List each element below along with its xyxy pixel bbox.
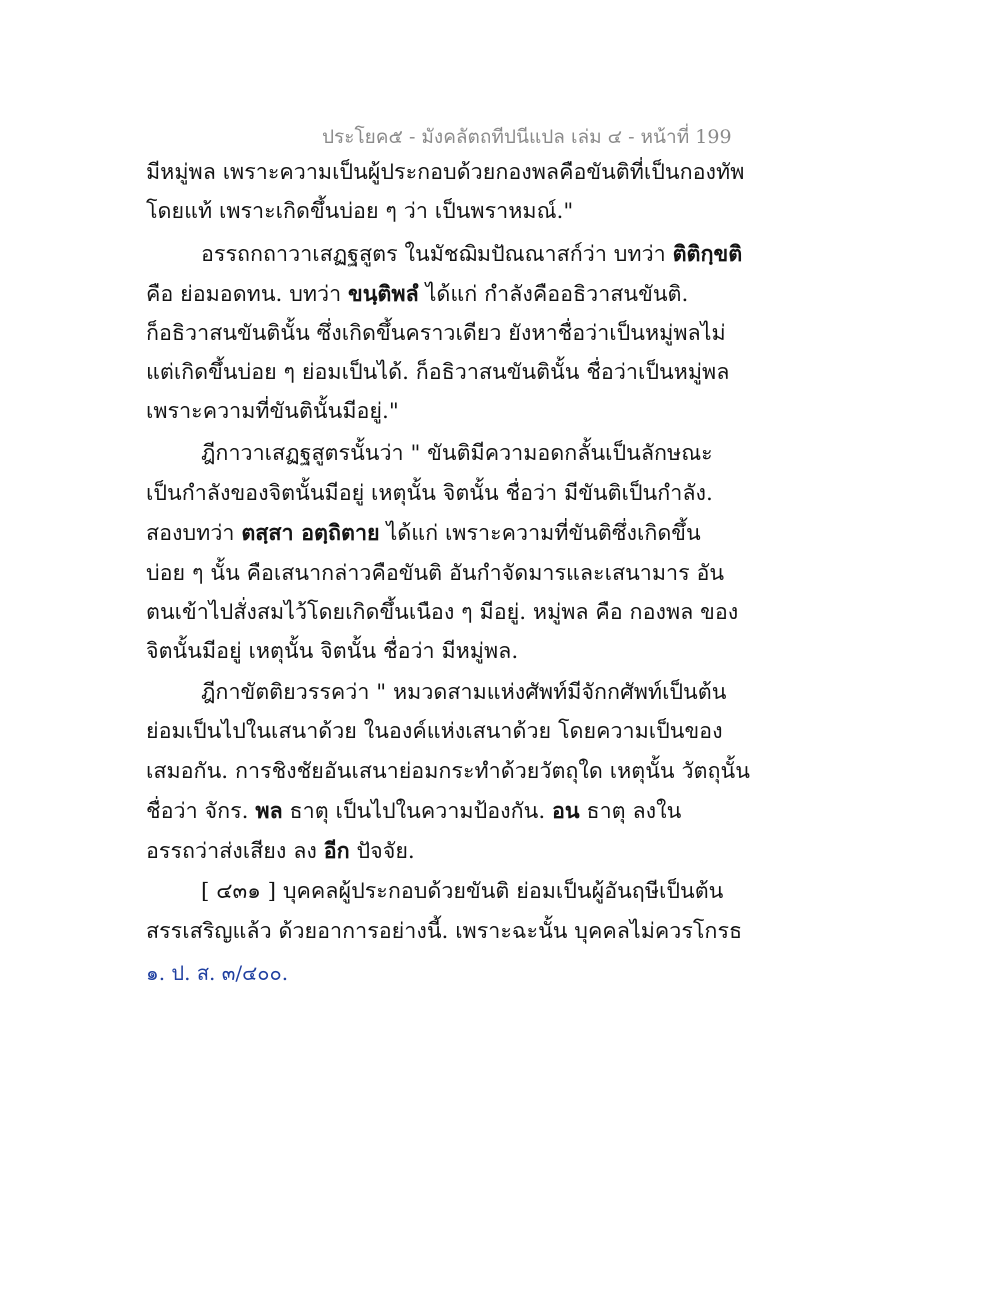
text-line	[146, 479, 713, 509]
text-run: ตนเข้าไปสั่งสมไว้โดยเกิดขึ้นเนือง ๆ มีอยู่. หมู่พล คือ กองพล ของ	[146, 600, 739, 625]
text-line	[146, 559, 724, 589]
text-line	[146, 158, 744, 188]
footnote: ๑. ป. ส. ๓/๔๐๐.	[146, 961, 289, 985]
text-run: ปัจจัย.	[349, 839, 415, 864]
text-line	[146, 397, 399, 427]
bold-term: พล	[255, 799, 283, 824]
bold-term: ขนฺติพลํ	[348, 282, 419, 307]
text-run: แต่เกิดขึ้นบ่อย ๆ ย่อมเป็นได้. ก็อธิวาสนขันตินั้น ชื่อว่าเป็นหมู่พล	[146, 360, 730, 385]
text-run: คือ ย่อมอดทน. บทว่า	[146, 282, 349, 307]
text-run: เสมอกัน. การชิงชัยอันเสนาย่อมกระทำด้วยวัตถุใด เหตุนั้น วัตถุนั้น	[146, 759, 750, 784]
text-run: ได้แก่ เพราะความที่ขันติซึ่งเกิดขึ้น	[379, 521, 701, 546]
text-run: สรรเสริญแล้ว ด้วยอาการอย่างนี้. เพราะฉะนั้น บุคคลไม่ควรโกรธ	[146, 919, 743, 944]
text-line	[146, 519, 701, 549]
text-line	[146, 358, 729, 388]
text-line	[146, 917, 742, 947]
text-line	[201, 240, 742, 270]
page-header: ประโยค๕ - มังคลัตถทีปนีแปล เล่ม ๔ - หน้าที่ 199	[322, 126, 732, 148]
text-line	[201, 877, 723, 907]
text-line	[146, 280, 688, 310]
text-run: ย่อมเป็นไปในเสนาด้วย ในองค์แห่งเสนาด้วย โดยความเป็นของ	[146, 719, 723, 744]
text-line	[201, 439, 713, 469]
text-run: บ่อย ๆ นั้น คือเสนากล่าวคือขันติ อันกำจัดมารและเสนามาร อัน	[146, 561, 725, 586]
text-line	[146, 598, 738, 628]
text-run: อรรถว่าส่งเสียง ลง	[146, 839, 324, 864]
text-line	[146, 797, 681, 827]
text-run: ฎีกาวาเสฏฐสูตรนั้นว่า " ขันติมีความอดกลั้นเป็นลักษณะ	[201, 441, 713, 466]
text-line	[146, 637, 518, 667]
text-line	[146, 197, 573, 227]
text-run: โดยแท้ เพราะเกิดขึ้นบ่อย ๆ ว่า เป็นพราหมณ์."	[146, 199, 574, 224]
text-run: ก็อธิวาสนขันตินั้น ซึ่งเกิดขึ้นคราวเดียว ยังหาชื่อว่าเป็นหมู่พลไม่	[146, 321, 726, 346]
text-run: มีหมู่พล เพราะความเป็นผู้ประกอบด้วยกองพลคือขันติที่เป็นกองทัพ	[146, 160, 745, 185]
text-run: อรรถกถาวาเสฏฐสูตร ในมัชฌิมปัณณาสก์ว่า บทว่า	[201, 242, 673, 267]
text-run: ธาตุ เป็นไปในความป้องกัน.	[282, 799, 553, 824]
text-run: ชื่อว่า จักร.	[146, 799, 256, 824]
bold-term: ตสฺสา อตฺถิตาย	[241, 521, 380, 546]
text-run: ฎีกาขัตติยวรรคว่า " หมวดสามแห่งศัพท์มีจักกศัพท์เป็นต้น	[201, 680, 727, 705]
text-run: จิตนั้นมีอยู่ เหตุนั้น จิตนั้น ชื่อว่า มีหมู่พล.	[146, 639, 519, 664]
text-run: เพราะความที่ขันตินั้นมีอยู่."	[146, 399, 399, 424]
text-line	[146, 757, 750, 787]
text-run: เป็นกำลังของจิตนั้นมีอยู่ เหตุนั้น จิตนั้น ชื่อว่า มีขันติเป็นกำลัง.	[146, 481, 713, 506]
bold-term: ติติกฺขติ	[672, 242, 743, 267]
text-line	[146, 717, 723, 747]
text-run: ธาตุ ลงใน	[579, 799, 682, 824]
bold-term: อน	[552, 799, 580, 824]
text-line	[201, 678, 726, 708]
text-run: ได้แก่ กำลังคืออธิวาสนขันติ.	[418, 282, 689, 307]
bold-term: อีก	[323, 839, 350, 864]
text-line	[146, 837, 415, 867]
text-run: สองบทว่า	[146, 521, 242, 546]
text-run: [ ๔๓๑ ] บุคคลผู้ประกอบด้วยขันติ ย่อมเป็นผู้อันฤษีเป็นต้น	[201, 879, 724, 904]
text-line	[146, 319, 726, 349]
